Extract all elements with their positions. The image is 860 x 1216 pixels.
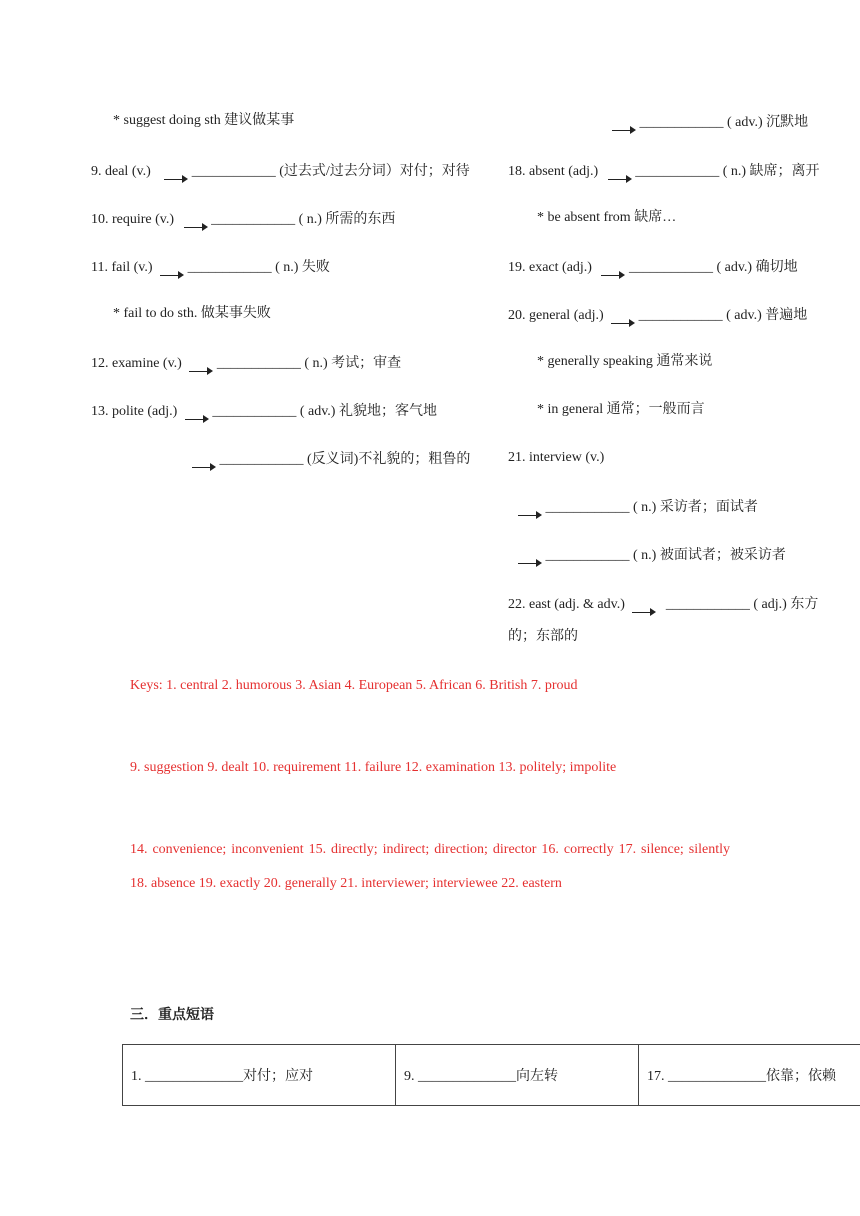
answer-blank: ____________ ( adj.) 东方 — [665, 597, 819, 613]
vocab-item-21: 21. interview (v.) — [508, 450, 605, 465]
answer-blank: ____________ ( adv.) 沉默地 — [639, 115, 809, 131]
item-word: 20. general (adj.) — [508, 308, 604, 324]
note-suggest-doing: * suggest doing sth 建议做某事 — [113, 113, 295, 128]
arrow-right-icon — [192, 463, 216, 471]
vocab-item-17-adverb — [612, 112, 808, 134]
answer-blank: ____________ ( n.) 所需的东西 — [211, 212, 396, 228]
phrase-cell: 17. ______________依靠；依赖 — [639, 1045, 860, 1106]
phrases-table — [122, 1044, 860, 1106]
answer-keys-line-1: Keys: 1. central 2. humorous 3. Asian 4. European 5. African 6. British 7. proud — [130, 678, 578, 693]
answer-keys-line-2: 9. suggestion 9. dealt 10. requirement 11. failure 12. examination 13. politely; impolite — [130, 760, 617, 775]
vocab-item-9 — [91, 161, 470, 183]
arrow-right-icon — [184, 223, 208, 231]
vocab-item-19 — [508, 257, 798, 279]
answer-blank: ____________ ( adv.) 确切地 — [628, 260, 798, 276]
note-generally-speaking: * generally speaking 通常来说 — [537, 354, 713, 369]
arrow-right-icon — [518, 511, 542, 519]
vocab-item-11 — [91, 257, 330, 279]
vocab-item-22-cont: 的；东部的 — [508, 629, 578, 644]
item-word: 11. fail (v.) — [91, 260, 153, 276]
answer-blank: ____________ ( n.) 失败 — [187, 260, 330, 276]
answer-blank: ____________ ( adv.) 普遍地 — [638, 308, 808, 324]
arrow-right-icon — [518, 559, 542, 567]
arrow-right-icon — [160, 271, 184, 279]
arrow-right-icon — [601, 271, 625, 279]
answer-keys-line-3: 14. convenience; inconvenient 15. directly; indirect; direction; director 16. correctly 17. silence; silently 18. absence 19. exactly 20. generally 21. interviewer; interviewee 22. eastern — [130, 842, 730, 891]
arrow-right-icon — [632, 608, 656, 616]
note-be-absent: * be absent from 缺席… — [537, 210, 677, 225]
answer-blank: ____________ ( n.) 采访者；面试者 — [545, 500, 758, 516]
item-word: 18. absent (adj.) — [508, 164, 599, 180]
answer-blank: ____________ ( n.) 考试；审查 — [216, 356, 402, 372]
phrase-cell: 1. ______________对付；应对 — [123, 1045, 396, 1106]
vocab-item-18 — [508, 161, 820, 183]
item-word: 9. deal (v.) — [91, 164, 151, 180]
item-word: 22. east (adj. & adv.) — [508, 597, 625, 613]
arrow-right-icon — [611, 319, 635, 327]
answer-blank: ____________ ( n.) 缺席；离开 — [635, 164, 820, 180]
vocab-item-13 — [91, 401, 437, 423]
answer-blank: ____________ (反义词)不礼貌的；粗鲁的 — [219, 452, 471, 468]
arrow-right-icon — [185, 415, 209, 423]
answer-blank: ____________ (过去式/过去分词）对付；对待 — [191, 164, 470, 180]
section-heading: 三．重点短语 — [130, 1007, 214, 1023]
arrow-right-icon — [189, 367, 213, 375]
item-word: 12. examine (v.) — [91, 356, 182, 372]
answer-blank: ____________ ( n.) 被面试者；被采访者 — [545, 548, 786, 564]
item-word: 19. exact (adj.) — [508, 260, 592, 276]
phrase-cell: 9. ______________向左转 — [396, 1045, 639, 1106]
vocab-item-21-interviewer — [518, 497, 758, 519]
table-row — [123, 1045, 860, 1106]
item-word: 10. require (v.) — [91, 212, 175, 228]
note-in-general: * in general 通常；一般而言 — [537, 402, 705, 417]
vocab-item-12 — [91, 353, 401, 375]
arrow-right-icon — [608, 175, 632, 183]
vocab-item-20 — [508, 305, 807, 327]
vocab-item-21-interviewee — [518, 545, 786, 567]
note-fail-to-do: * fail to do sth. 做某事失败 — [113, 306, 271, 321]
vocab-item-22 — [508, 594, 818, 616]
vocab-item-13-antonym — [192, 449, 470, 471]
answer-blank: ____________ ( adv.) 礼貌地；客气地 — [212, 404, 437, 420]
vocab-item-10 — [91, 209, 395, 231]
arrow-right-icon — [164, 175, 188, 183]
item-word: 13. polite (adj.) — [91, 404, 178, 420]
arrow-right-icon — [612, 126, 636, 134]
